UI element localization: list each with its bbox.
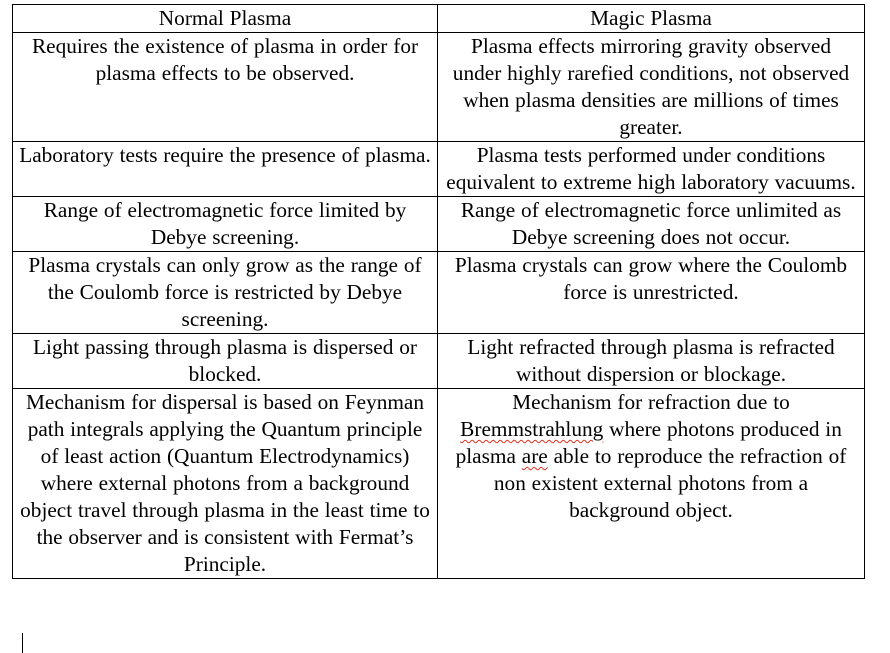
text-cursor <box>22 633 23 653</box>
magic-plasma-cell[interactable]: Plasma tests performed under conditions equivalent to extreme high laboratory vacuums. <box>438 142 865 197</box>
normal-plasma-cell[interactable]: Requires the existence of plasma in order for plasma effects to be observed. <box>13 33 438 142</box>
cell-text-segment: where photons produced in plasma <box>455 417 842 468</box>
comparison-table <box>12 4 865 579</box>
table-row <box>13 142 865 197</box>
magic-plasma-cell[interactable]: Plasma crystals can grow where the Coulomb force is unrestricted. <box>438 252 865 334</box>
table-row <box>13 252 865 334</box>
magic-plasma-cell[interactable]: Plasma effects mirroring gravity observed under highly rarefied conditions, not observed when plasma densities are millions of times greater. <box>438 33 865 142</box>
magic-plasma-cell[interactable]: Light refracted through plasma is refracted without dispersion or blockage. <box>438 334 865 389</box>
normal-plasma-cell[interactable]: Light passing through plasma is dispersed or blocked. <box>13 334 438 389</box>
normal-plasma-cell[interactable]: Laboratory tests require the presence of plasma. <box>13 142 438 197</box>
table-row <box>13 197 865 252</box>
spelling-flagged-word: Bremmstrahlung <box>460 417 604 441</box>
normal-plasma-cell[interactable]: Mechanism for dispersal is based on Feynman path integrals applying the Quantum principle of least action (Quantum Electrodynamics) where external photons from a background object travel through plasma in the least time to the observer and is consistent with Fermat’s Principle. <box>13 389 438 579</box>
magic-plasma-cell[interactable]: Range of electromagnetic force unlimited as Debye screening does not occur. <box>438 197 865 252</box>
header-magic-plasma[interactable]: Magic Plasma <box>438 5 865 33</box>
header-row <box>13 5 865 33</box>
cell-text-segment: able to reproduce the refraction of non existent external photons from a background object. <box>493 444 847 522</box>
normal-plasma-cell[interactable]: Plasma crystals can only grow as the range of the Coulomb force is restricted by Debye screening. <box>13 252 438 334</box>
table-row <box>13 389 865 579</box>
grammar-flagged-word: are <box>521 444 548 468</box>
magic-plasma-cell[interactable] <box>438 389 865 579</box>
header-normal-plasma[interactable]: Normal Plasma <box>13 5 438 33</box>
table-row <box>13 33 865 142</box>
cell-text-segment: Mechanism for refraction due to <box>512 390 790 414</box>
table-row <box>13 334 865 389</box>
normal-plasma-cell[interactable]: Range of electromagnetic force limited by Debye screening. <box>13 197 438 252</box>
